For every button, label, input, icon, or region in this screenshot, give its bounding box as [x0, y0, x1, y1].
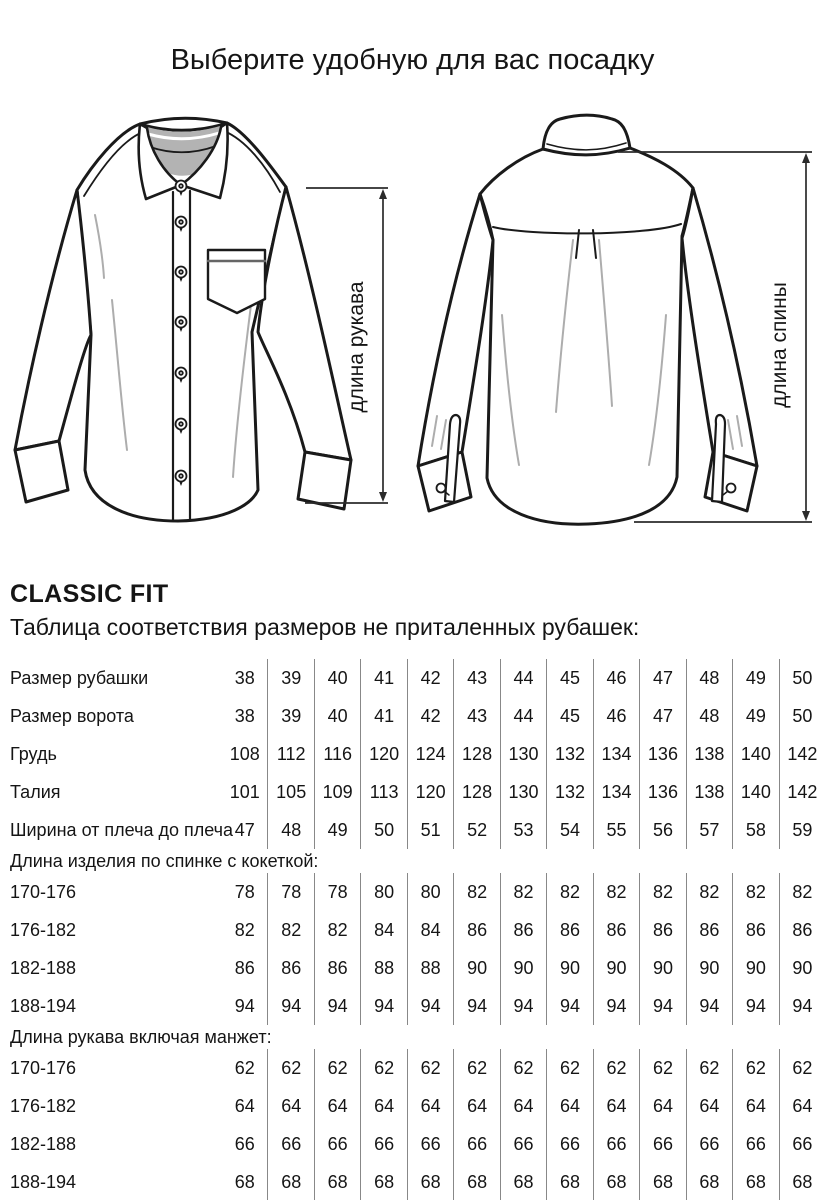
size-cell: 78 — [222, 873, 268, 911]
size-cell: 86 — [547, 911, 593, 949]
size-cell: 68 — [501, 1163, 547, 1200]
size-cell: 90 — [733, 949, 779, 987]
size-cell: 94 — [315, 987, 361, 1025]
size-cell: 47 — [222, 811, 268, 849]
size-cell: 128 — [454, 773, 500, 811]
size-cell: 105 — [268, 773, 314, 811]
row-label: 188-194 — [10, 995, 77, 1016]
row-label: Размер рубашки — [10, 667, 149, 688]
size-cell: 94 — [408, 987, 454, 1025]
size-cell: 50 — [361, 811, 407, 849]
table-row — [10, 811, 825, 849]
size-cell: 140 — [733, 735, 779, 773]
size-cell: 86 — [454, 911, 500, 949]
size-cell: 49 — [733, 659, 779, 697]
size-cell: 40 — [315, 659, 361, 697]
size-cell: 64 — [733, 1087, 779, 1125]
size-cell: 66 — [640, 1125, 686, 1163]
size-cell: 62 — [408, 1049, 454, 1087]
size-cell: 44 — [501, 659, 547, 697]
size-cell: 90 — [454, 949, 500, 987]
row-label: Талия — [10, 781, 61, 802]
size-cell: 86 — [733, 911, 779, 949]
size-cell: 90 — [687, 949, 733, 987]
size-cell: 86 — [315, 949, 361, 987]
size-cell: 66 — [501, 1125, 547, 1163]
size-cell: 55 — [594, 811, 640, 849]
size-cell: 132 — [547, 773, 593, 811]
size-cell: 68 — [222, 1163, 268, 1200]
size-cell: 68 — [315, 1163, 361, 1200]
size-cell: 46 — [594, 697, 640, 735]
size-cell: 82 — [454, 873, 500, 911]
size-cell: 68 — [733, 1163, 779, 1200]
size-cell: 66 — [408, 1125, 454, 1163]
size-cell: 94 — [268, 987, 314, 1025]
size-cell: 41 — [361, 697, 407, 735]
size-cell: 50 — [792, 705, 813, 726]
size-cell: 86 — [640, 911, 686, 949]
size-cell: 57 — [687, 811, 733, 849]
size-cell: 68 — [547, 1163, 593, 1200]
size-cell: 94 — [454, 987, 500, 1025]
size-cell: 51 — [408, 811, 454, 849]
size-cell: 39 — [268, 697, 314, 735]
size-cell: 94 — [640, 987, 686, 1025]
size-cell: 64 — [268, 1087, 314, 1125]
table-row — [10, 735, 825, 773]
size-cell: 82 — [733, 873, 779, 911]
size-cell: 130 — [501, 735, 547, 773]
table-row — [10, 949, 825, 987]
size-cell: 52 — [454, 811, 500, 849]
row-label: 188-194 — [10, 1171, 77, 1192]
classic-fit-heading: CLASSIC FIT — [10, 580, 169, 608]
size-cell: 82 — [687, 873, 733, 911]
size-cell: 82 — [594, 873, 640, 911]
sleeve-length-label: длина рукава — [345, 281, 368, 413]
size-cell: 64 — [501, 1087, 547, 1125]
size-cell: 49 — [733, 697, 779, 735]
table-row — [10, 1125, 825, 1163]
size-cell: 54 — [547, 811, 593, 849]
size-cell: 90 — [547, 949, 593, 987]
size-cell: 138 — [687, 735, 733, 773]
size-cell: 134 — [594, 773, 640, 811]
size-cell: 138 — [687, 773, 733, 811]
size-cell: 142 — [787, 743, 818, 764]
size-cell: 62 — [687, 1049, 733, 1087]
size-cell: 66 — [454, 1125, 500, 1163]
size-cell: 134 — [594, 735, 640, 773]
size-cell: 82 — [315, 911, 361, 949]
size-cell: 90 — [501, 949, 547, 987]
size-cell: 84 — [361, 911, 407, 949]
size-cell: 49 — [315, 811, 361, 849]
size-cell: 82 — [792, 881, 813, 902]
size-cell: 68 — [361, 1163, 407, 1200]
size-cell: 86 — [792, 919, 813, 940]
size-cell: 94 — [594, 987, 640, 1025]
size-cell: 66 — [222, 1125, 268, 1163]
size-cell: 82 — [268, 911, 314, 949]
table-row — [10, 911, 825, 949]
size-cell: 38 — [222, 659, 268, 697]
size-cell: 136 — [640, 773, 686, 811]
size-cell: 62 — [222, 1049, 268, 1087]
size-cell: 42 — [408, 659, 454, 697]
size-cell: 64 — [547, 1087, 593, 1125]
size-cell: 64 — [361, 1087, 407, 1125]
size-cell: 94 — [501, 987, 547, 1025]
size-cell: 86 — [222, 949, 268, 987]
size-cell: 94 — [547, 987, 593, 1025]
page-title: Выберите удобную для вас посадку — [170, 44, 655, 76]
size-cell: 82 — [640, 873, 686, 911]
size-cell: 86 — [687, 911, 733, 949]
size-cell: 136 — [640, 735, 686, 773]
size-cell: 68 — [792, 1171, 813, 1192]
size-cell: 62 — [361, 1049, 407, 1087]
size-cell: 120 — [361, 735, 407, 773]
size-cell: 64 — [640, 1087, 686, 1125]
size-cell: 58 — [733, 811, 779, 849]
size-cell: 43 — [454, 697, 500, 735]
shirt-back-drawing — [418, 115, 757, 524]
size-cell: 130 — [501, 773, 547, 811]
size-cell: 66 — [361, 1125, 407, 1163]
table-row — [10, 873, 825, 911]
size-cell: 62 — [640, 1049, 686, 1087]
size-cell: 45 — [547, 659, 593, 697]
size-cell: 68 — [454, 1163, 500, 1200]
size-cell: 68 — [408, 1163, 454, 1200]
size-table — [10, 659, 825, 1200]
size-cell: 90 — [594, 949, 640, 987]
size-cell: 78 — [268, 873, 314, 911]
size-cell: 66 — [792, 1133, 813, 1154]
size-cell: 48 — [268, 811, 314, 849]
row-label: 176-182 — [10, 919, 77, 940]
size-cell: 68 — [687, 1163, 733, 1200]
size-cell: 64 — [454, 1087, 500, 1125]
size-cell: 66 — [547, 1125, 593, 1163]
size-cell: 82 — [547, 873, 593, 911]
size-cell: 62 — [315, 1049, 361, 1087]
size-cell: 64 — [687, 1087, 733, 1125]
size-cell: 94 — [792, 995, 813, 1016]
section-row — [10, 1025, 825, 1049]
size-cell: 128 — [454, 735, 500, 773]
table-row — [10, 1049, 825, 1087]
row-label: 182-188 — [10, 957, 77, 978]
row-label: Ширина от плеча до плеча — [10, 819, 234, 840]
size-cell: 62 — [547, 1049, 593, 1087]
size-cell: 112 — [268, 735, 314, 773]
size-cell: 44 — [501, 697, 547, 735]
row-label: 182-188 — [10, 1133, 77, 1154]
size-cell: 66 — [268, 1125, 314, 1163]
size-cell: 68 — [268, 1163, 314, 1200]
size-cell: 56 — [640, 811, 686, 849]
section-label: Длина рукава включая манжет: — [10, 1026, 272, 1047]
size-cell: 62 — [454, 1049, 500, 1087]
table-row — [10, 773, 825, 811]
shirt-front-drawing — [15, 118, 351, 521]
row-label: Грудь — [10, 743, 57, 764]
size-cell: 45 — [547, 697, 593, 735]
size-cell: 62 — [792, 1057, 813, 1078]
size-cell: 47 — [640, 659, 686, 697]
size-cell: 140 — [733, 773, 779, 811]
size-cell: 40 — [315, 697, 361, 735]
size-cell: 86 — [268, 949, 314, 987]
size-cell: 50 — [792, 667, 813, 688]
size-cell: 116 — [315, 735, 361, 773]
size-cell: 59 — [792, 819, 813, 840]
size-cell: 64 — [408, 1087, 454, 1125]
size-cell: 66 — [687, 1125, 733, 1163]
shirt-diagrams — [0, 86, 825, 556]
size-cell: 41 — [361, 659, 407, 697]
size-cell: 142 — [787, 781, 818, 802]
size-cell: 48 — [687, 697, 733, 735]
back-length-label: длина спины — [768, 282, 791, 408]
size-cell: 80 — [408, 873, 454, 911]
row-label: Размер ворота — [10, 705, 134, 726]
row-label: 170-176 — [10, 1057, 77, 1078]
size-cell: 94 — [687, 987, 733, 1025]
table-row — [10, 1087, 825, 1125]
size-cell: 38 — [222, 697, 268, 735]
size-cell: 68 — [640, 1163, 686, 1200]
size-cell: 64 — [315, 1087, 361, 1125]
size-cell: 53 — [501, 811, 547, 849]
size-cell: 90 — [792, 957, 813, 978]
size-cell: 66 — [733, 1125, 779, 1163]
size-cell: 86 — [501, 911, 547, 949]
size-cell: 132 — [547, 735, 593, 773]
size-cell: 94 — [361, 987, 407, 1025]
size-cell: 43 — [454, 659, 500, 697]
size-cell: 94 — [222, 987, 268, 1025]
row-label: 170-176 — [10, 881, 77, 902]
size-cell: 64 — [222, 1087, 268, 1125]
size-cell: 101 — [222, 773, 268, 811]
size-cell: 109 — [315, 773, 361, 811]
row-label: 176-182 — [10, 1095, 77, 1116]
size-cell: 88 — [408, 949, 454, 987]
size-cell: 66 — [594, 1125, 640, 1163]
size-cell: 90 — [640, 949, 686, 987]
size-cell: 113 — [361, 773, 407, 811]
size-cell: 64 — [594, 1087, 640, 1125]
size-cell: 78 — [315, 873, 361, 911]
size-cell: 84 — [408, 911, 454, 949]
size-cell: 86 — [594, 911, 640, 949]
table-row — [10, 987, 825, 1025]
size-cell: 42 — [408, 697, 454, 735]
size-cell: 48 — [687, 659, 733, 697]
size-cell: 66 — [315, 1125, 361, 1163]
size-cell: 120 — [408, 773, 454, 811]
size-cell: 94 — [733, 987, 779, 1025]
size-cell: 124 — [408, 735, 454, 773]
table-row — [10, 659, 825, 697]
size-cell: 68 — [594, 1163, 640, 1200]
table-row — [10, 697, 825, 735]
size-cell: 64 — [792, 1095, 813, 1116]
size-cell: 62 — [733, 1049, 779, 1087]
table-subtitle: Таблица соответствия размеров не приталенных рубашек: — [10, 614, 640, 640]
size-cell: 62 — [268, 1049, 314, 1087]
size-cell: 82 — [222, 911, 268, 949]
size-cell: 39 — [268, 659, 314, 697]
size-cell: 82 — [501, 873, 547, 911]
size-cell: 46 — [594, 659, 640, 697]
section-label: Длина изделия по спинке с кокеткой: — [10, 850, 319, 871]
size-cell: 80 — [361, 873, 407, 911]
size-cell: 62 — [501, 1049, 547, 1087]
section-row — [10, 849, 825, 873]
size-cell: 47 — [640, 697, 686, 735]
size-cell: 62 — [594, 1049, 640, 1087]
size-cell: 108 — [222, 735, 268, 773]
table-row — [10, 1163, 825, 1200]
size-cell: 88 — [361, 949, 407, 987]
